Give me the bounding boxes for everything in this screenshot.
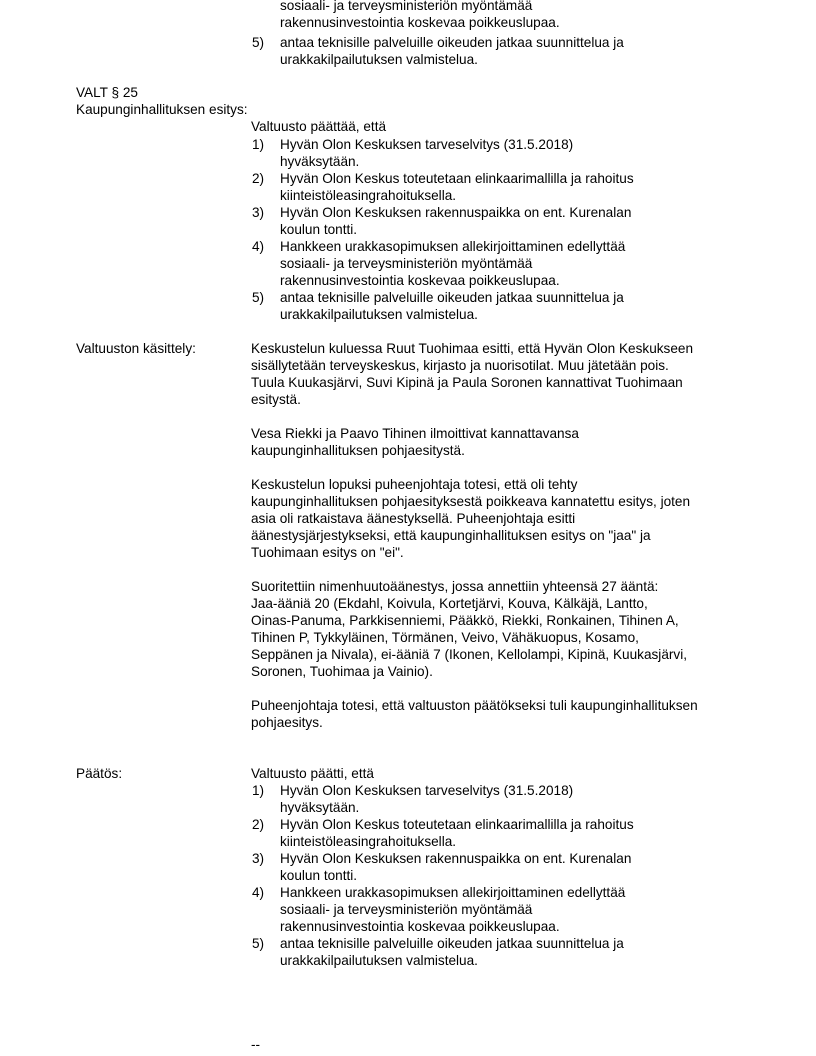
list-item-line: antaa teknisille palveluille oikeuden jatkaa suunnittelua ja	[280, 936, 624, 951]
list-item-number: 2)	[252, 817, 265, 832]
list-item-number: 3)	[252, 205, 265, 220]
paragraph-line: kaupunginhallituksen pohjaesityksestä poikkeava kannatettu esitys, joten	[251, 494, 691, 509]
list-item-line: hyväksytään.	[280, 800, 360, 815]
list-item-line: rakennusinvestointia koskevaa poikkeuslupaa.	[280, 15, 560, 30]
list-item-line: antaa teknisille palveluille oikeuden jatkaa suunnittelua ja	[280, 35, 624, 50]
paragraph-line: Soronen, Tuohimaa ja Vainio).	[251, 664, 433, 679]
list-item-line: hyväksytään.	[280, 154, 360, 169]
list-item-number: 1)	[252, 783, 265, 798]
list-intro: Valtuusto päätti, että	[251, 766, 374, 781]
paragraph-line: Suoritettiin nimenhuutoäänestys, jossa annettiin yhteensä 27 ääntä:	[251, 579, 659, 594]
list-item-line: Hyvän Olon Keskuksen tarveselvitys (31.5.2018)	[280, 783, 574, 798]
paragraph-line: Tihinen P, Tykkyläinen, Törmänen, Veivo, Vähäkuopus, Kosamo,	[251, 630, 639, 645]
paragraph-line: pohjaesitys.	[251, 715, 323, 730]
list-item-line: antaa teknisille palveluille oikeuden jatkaa suunnittelua ja	[280, 290, 624, 305]
list-item-line: sosiaali- ja terveysministeriön myöntämää	[280, 0, 533, 13]
list-item-line: Hyvän Olon Keskuksen rakennuspaikka on ent. Kurenalan	[280, 205, 632, 220]
paragraph-line: Oinas-Panuma, Parkkisenniemi, Pääkkö, Riekki, Ronkainen, Tihinen A,	[251, 613, 679, 628]
list-item-line: koulun tontti.	[280, 868, 358, 883]
list-item-line: rakennusinvestointia koskevaa poikkeuslupaa.	[280, 273, 560, 288]
list-item-line: sosiaali- ja terveysministeriön myöntämää	[280, 902, 533, 917]
page-footer-mark: --	[251, 1037, 261, 1052]
paragraph-line: Jaa-ääniä 20 (Ekdahl, Koivula, Kortetjärvi, Kouva, Kälkäjä, Lantto,	[251, 596, 648, 611]
list-item-number: 5)	[252, 35, 265, 50]
list-item-line: koulun tontti.	[280, 222, 358, 237]
list-item-line: urakkakilpailutuksen valmistelua.	[280, 953, 478, 968]
list-item-number: 3)	[252, 851, 265, 866]
list-item-number: 1)	[252, 137, 265, 152]
list-item-line: sosiaali- ja terveysministeriön myöntämää	[280, 256, 533, 271]
list-item-line: urakkakilpailutuksen valmistelua.	[280, 307, 478, 322]
list-item-line: Hyvän Olon Keskuksen tarveselvitys (31.5.2018)	[280, 137, 574, 152]
section-label: Valtuuston käsittely:	[76, 341, 196, 356]
list-item-line: urakkakilpailutuksen valmistelua.	[280, 52, 478, 67]
section-label: Kaupunginhallituksen esitys:	[76, 102, 248, 117]
section-heading: VALT § 25	[76, 85, 138, 100]
paragraph-line: Vesa Riekki ja Paavo Tihinen ilmoittivat kannattavansa	[251, 426, 579, 441]
paragraph-line: asia oli ratkaistava äänestyksellä. Puheenjohtaja esitti	[251, 511, 576, 526]
list-item-number: 2)	[252, 171, 265, 186]
section-label: Päätös:	[76, 766, 123, 781]
list-item-number: 5)	[252, 290, 265, 305]
paragraph-line: Puheenjohtaja totesi, että valtuuston päätökseksi tuli kaupunginhallituksen	[251, 698, 698, 713]
list-item-line: Hyvän Olon Keskus toteutetaan elinkaarimallilla ja rahoitus	[280, 817, 634, 832]
list-item-line: Hankkeen urakkasopimuksen allekirjoittaminen edellyttää	[280, 239, 626, 254]
list-item-number: 5)	[252, 936, 265, 951]
paragraph-line: Keskustelun kuluessa Ruut Tuohimaa esitti, että Hyvän Olon Keskukseen	[251, 341, 694, 356]
list-item-number: 4)	[252, 239, 265, 254]
list-item-line: Hyvän Olon Keskuksen rakennuspaikka on ent. Kurenalan	[280, 851, 632, 866]
list-item-line: kiinteistöleasingrahoituksella.	[280, 834, 457, 849]
paragraph-line: esitystä.	[251, 392, 301, 407]
list-item-line: rakennusinvestointia koskevaa poikkeuslupaa.	[280, 919, 560, 934]
paragraph-line: Tuula Kuukasjärvi, Suvi Kipinä ja Paula Soronen kannattivat Tuohimaan	[251, 375, 683, 390]
paragraph-line: sisällytetään terveyskeskus, kirjasto ja nuorisotilat. Muu jätetään pois.	[251, 358, 669, 373]
list-item-line: kiinteistöleasingrahoituksella.	[280, 188, 457, 203]
list-item-line: Hankkeen urakkasopimuksen allekirjoittaminen edellyttää	[280, 885, 626, 900]
paragraph-line: kaupunginhallituksen pohjaesitystä.	[251, 443, 465, 458]
paragraph-line: Seppänen ja Nivala), ei-ääniä 7 (Ikonen, Kellolampi, Kipinä, Kuukasjärvi,	[251, 647, 688, 662]
paragraph-line: äänestysjärjestykseksi, että kaupunginhallituksen esitys on "jaa" ja	[251, 528, 651, 543]
paragraph-line: Tuohimaan esitys on "ei".	[251, 545, 404, 560]
list-item-number: 4)	[252, 885, 265, 900]
list-intro: Valtuusto päättää, että	[251, 119, 387, 134]
list-item-line: Hyvän Olon Keskus toteutetaan elinkaarimallilla ja rahoitus	[280, 171, 634, 186]
paragraph-line: Keskustelun lopuksi puheenjohtaja totesi, että oli tehty	[251, 477, 578, 492]
